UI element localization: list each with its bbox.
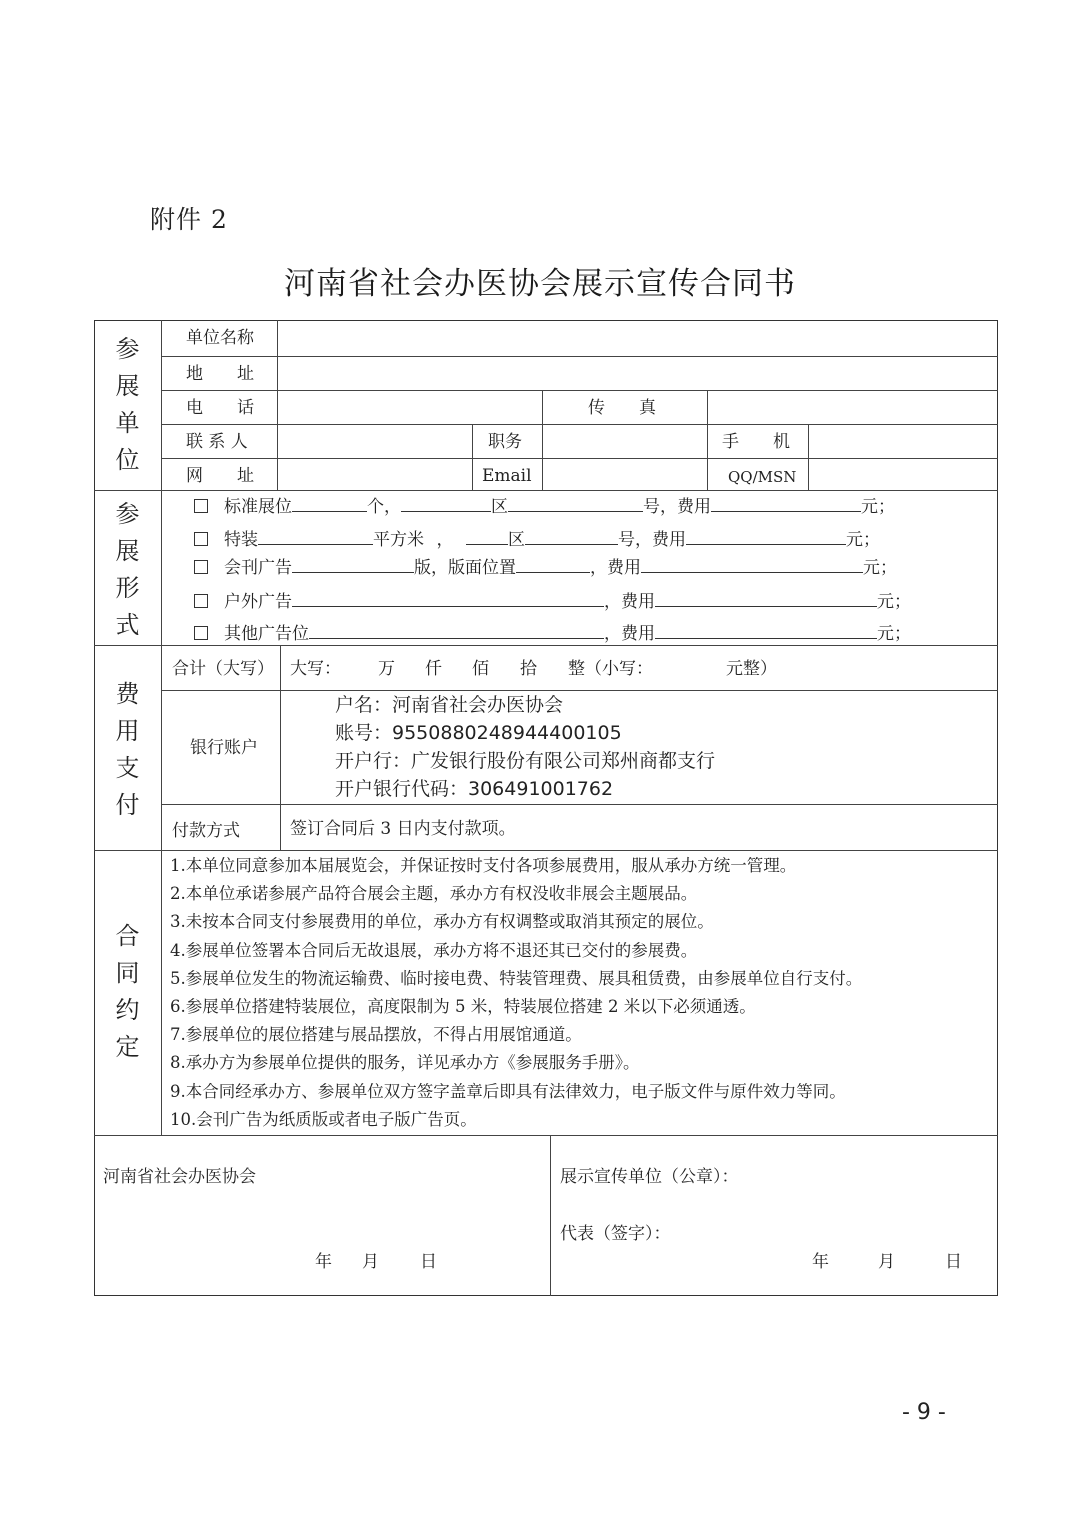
- position-label: 职务: [488, 432, 522, 452]
- divider: [277, 320, 278, 490]
- list-item: 7.参展单位的展位搭建与展品摆放，不得占用展馆通道。: [170, 1025, 582, 1045]
- divider: [161, 424, 998, 425]
- list-item: 2.本单位承诺参展产品符合展会主题，承办方有权没收非展会主题展品。: [170, 884, 698, 904]
- list-item: 3.未按本合同支付参展费用的单位，承办方有权调整或取消其预定的展位。: [170, 912, 714, 932]
- xiaoxie-label: 整（小写：: [568, 659, 653, 679]
- phone-label: 电 话: [186, 398, 254, 418]
- divider: [550, 1135, 551, 1296]
- divider: [94, 645, 998, 646]
- organizer-day: 日: [420, 1252, 437, 1272]
- fax-label: 传 真: [588, 398, 656, 418]
- website-label: 网 址: [186, 466, 254, 486]
- account-name: 户名：河南省社会办医协会: [335, 694, 564, 716]
- document-title: 河南省社会办医协会展示宣传合同书: [284, 266, 796, 302]
- contact-label: 联 系 人: [186, 432, 248, 452]
- divider: [280, 645, 281, 850]
- section-payment: 费 用 支 付: [115, 680, 140, 819]
- bank-details: [335, 691, 715, 803]
- outdoor-ad-row: 户外广告 ，费用 元；: [194, 590, 911, 612]
- yuan-zheng-label: 元整）: [726, 659, 777, 679]
- divider: [808, 424, 809, 490]
- bank-account-label: 银行账户: [190, 738, 258, 758]
- wan-label: 万: [378, 659, 395, 679]
- organizer-year: 年: [315, 1252, 332, 1272]
- total-daxie: 大写：: [290, 659, 341, 679]
- divider: [161, 356, 998, 357]
- terms-list: [170, 852, 862, 1134]
- total-label: 合计（大写）: [172, 659, 274, 679]
- standard-booth-row: 标准展位 个， 区 号，费用 元；: [194, 495, 895, 517]
- section-form: 参 展 形 式: [115, 500, 140, 639]
- divider: [161, 458, 998, 459]
- journal-ad-checkbox[interactable]: [194, 560, 208, 574]
- outdoor-ad-checkbox[interactable]: [194, 594, 208, 608]
- section-terms: 合 同 约 定: [115, 922, 140, 1061]
- payment-method: 签订合同后 3 日内支付款项。: [290, 819, 516, 839]
- list-item: 4.参展单位签署本合同后无故退展，承办方将不退还其已交付的参展费。: [170, 940, 698, 960]
- bai-label: 佰: [472, 659, 489, 679]
- bank-name: 开户行：广发银行股份有限公司郑州商都支行: [335, 750, 716, 772]
- list-item: 1.本单位同意参加本届展览会，并保证按时支付各项参展费用，服从承办方统一管理。: [170, 856, 797, 875]
- divider: [542, 390, 543, 490]
- representative-label: 代表（签字）：: [560, 1224, 671, 1244]
- divider: [94, 1135, 998, 1136]
- organizer-name: 河南省社会办医协会: [103, 1167, 256, 1187]
- shi-label: 拾: [520, 659, 537, 679]
- divider: [472, 424, 473, 490]
- divider: [94, 490, 998, 491]
- unit-name-label: 单位名称: [186, 328, 254, 348]
- payment-method-label: 付款方式: [172, 821, 240, 841]
- journal-ad-row: 会刊广告 版，版面位置 ，费用 元；: [194, 556, 897, 578]
- list-item: 6.参展单位搭建特装展位，高度限制为 5 米，特装展位搭建 2 米以下必须通透。: [170, 997, 756, 1017]
- exhibitor-day: 日: [945, 1252, 962, 1272]
- standard-booth-checkbox[interactable]: [194, 499, 208, 513]
- other-ad-row: 其他广告位 ，费用 元；: [194, 622, 911, 644]
- exhibitor-year: 年: [812, 1252, 829, 1272]
- divider: [707, 390, 708, 490]
- list-item: 10.会刊广告为纸质版或者电子版广告页。: [170, 1109, 477, 1129]
- list-item: 5.参展单位发生的物流运输费、临时接电费、特装管理费、展具租赁费，由参展单位自行支付。: [170, 968, 863, 988]
- list-item: 8.承办方为参展单位提供的服务，详见承办方《参展服务手册》。: [170, 1053, 640, 1073]
- list-item: 9.本合同经承办方、参展单位双方签字盖章后即具有法律效力，电子版文件与原件效力等同。: [170, 1081, 846, 1101]
- divider: [161, 804, 998, 805]
- special-booth-checkbox[interactable]: [194, 532, 208, 546]
- special-booth-row: 特装 平方米 ， 区 号，费用 元；: [194, 528, 880, 550]
- qq-label: QQ/MSN: [728, 468, 797, 486]
- divider: [94, 850, 998, 851]
- bank-code: 开户银行代码：306491001762: [335, 778, 614, 800]
- account-number: 账号：9550880248944400105: [335, 722, 622, 744]
- organizer-month: 月: [362, 1252, 379, 1272]
- mobile-label: 手 机: [722, 432, 790, 452]
- exhibitor-seal-label: 展示宣传单位（公章）：: [560, 1167, 739, 1187]
- email-label: Email: [482, 466, 532, 486]
- address-label: 地 址: [186, 364, 254, 384]
- page-number: - 9 -: [902, 1400, 946, 1425]
- attachment-label: 附件 2: [150, 205, 228, 234]
- qian-label: 仟: [425, 659, 442, 679]
- section-exhibitor: 参 展 单 位: [115, 335, 140, 474]
- divider: [161, 320, 162, 1135]
- other-ad-checkbox[interactable]: [194, 626, 208, 640]
- divider: [161, 390, 998, 391]
- exhibitor-month: 月: [878, 1252, 895, 1272]
